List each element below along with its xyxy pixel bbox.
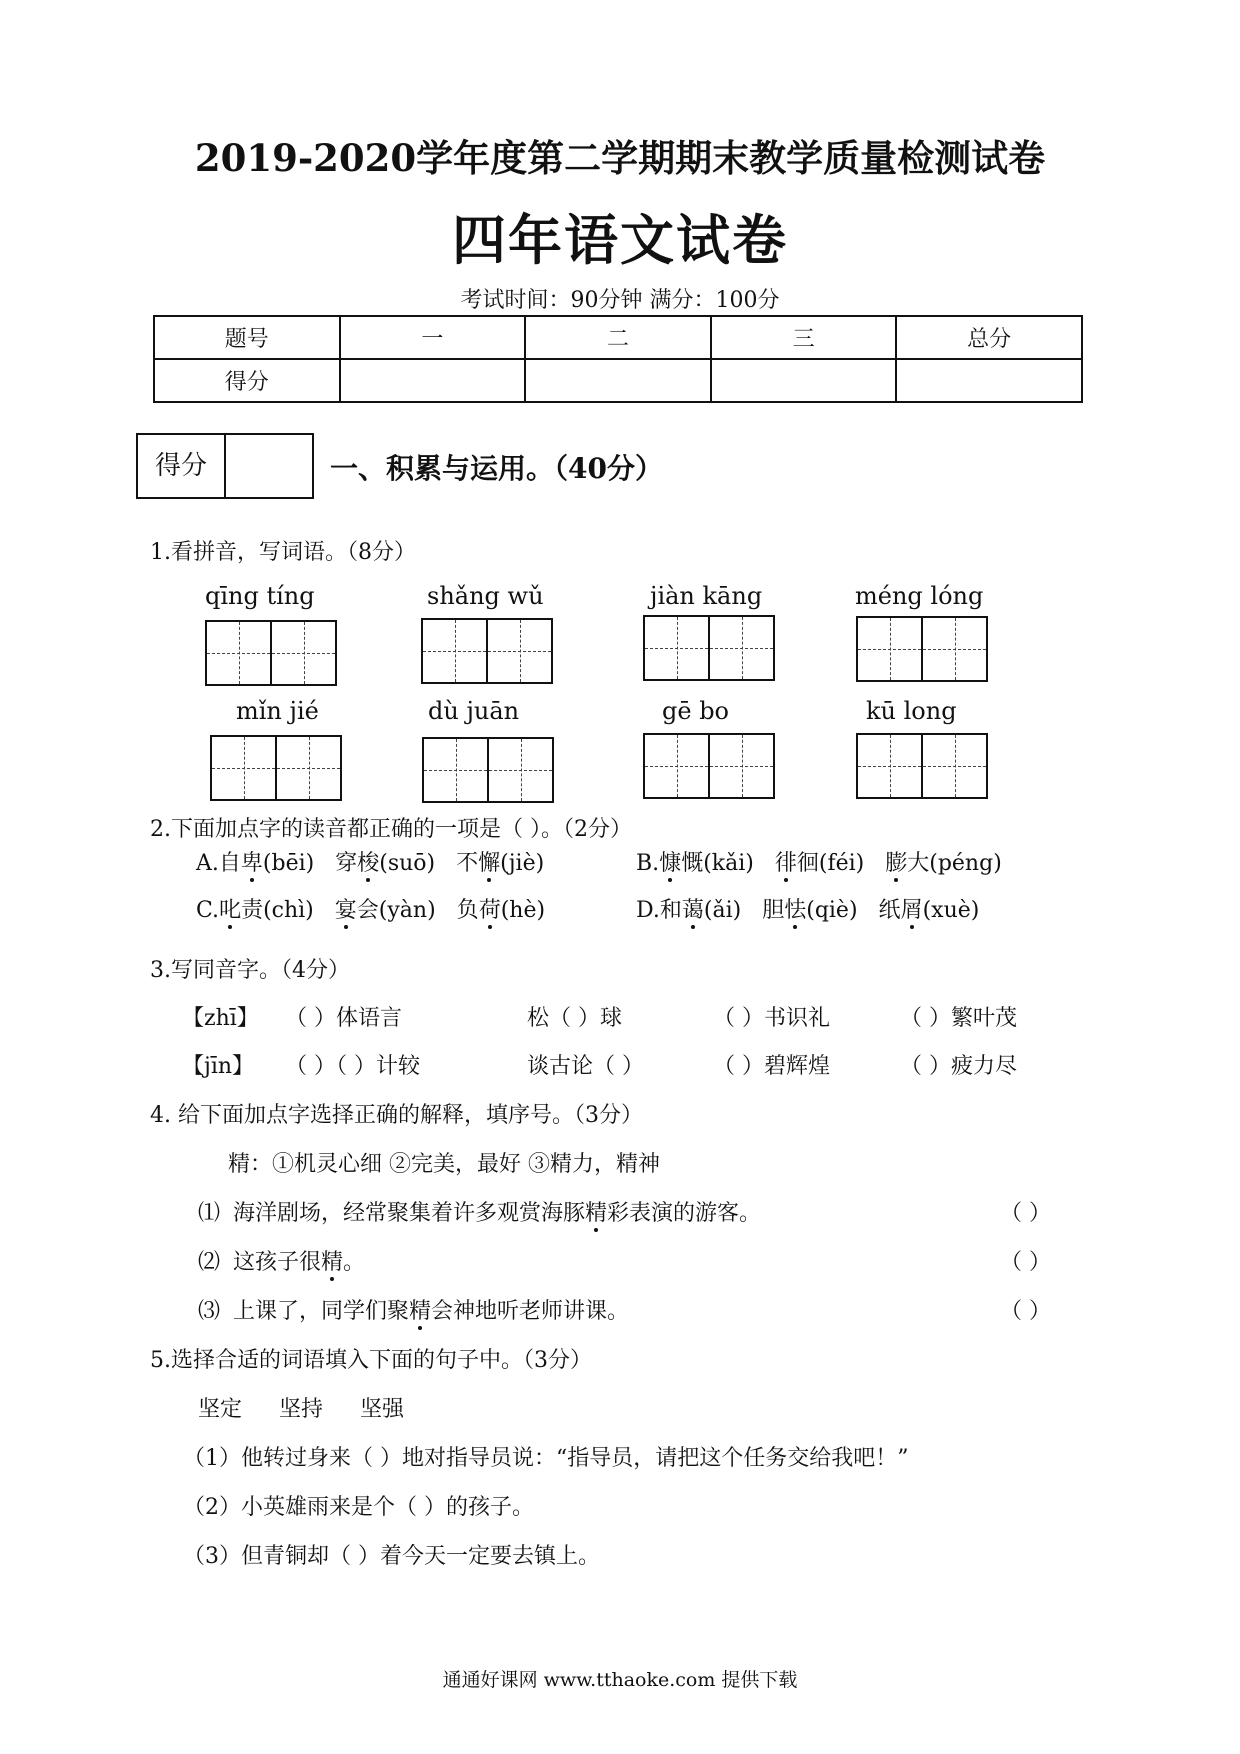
score-table-cell: 总分 — [896, 316, 1082, 359]
q4-item — [198, 1196, 761, 1227]
q5-word-bank — [198, 1392, 404, 1423]
q3-blank-item[interactable]: （ ）（ ）计较 — [285, 1054, 420, 1079]
tianzige-box[interactable] — [643, 615, 775, 681]
q2-option-a[interactable] — [196, 846, 544, 877]
option-text: 会(yàn) — [356, 898, 436, 923]
score-table-header-row — [154, 316, 1082, 359]
option-text: 纸 — [878, 898, 901, 923]
score-table-cell: 三 — [711, 316, 897, 359]
option-text: 徊(féi) — [796, 851, 865, 876]
option-text: 负 — [456, 898, 479, 923]
dotted-char: 懈 — [478, 851, 501, 876]
option-text: (bēi) — [262, 851, 315, 876]
q4-item — [198, 1294, 629, 1325]
q5-word: 坚强 — [360, 1397, 405, 1422]
pinyin-label: mǐn jié — [236, 697, 319, 725]
pinyin-label: qīng tíng — [205, 582, 315, 610]
q5-word: 坚定 — [198, 1397, 243, 1422]
q5-title: 5.选择合适的词语填入下面的句子中。（3分） — [150, 1348, 592, 1373]
q2-option-b[interactable] — [636, 846, 1002, 877]
option-text: 慨(kǎi) — [681, 851, 754, 876]
pinyin-label: dù juān — [428, 697, 520, 725]
option-text: 大(péng) — [907, 851, 1002, 876]
q4-item-text: 会神地听老师讲课。 — [431, 1299, 630, 1324]
exam-title: 2019-2020学年度第二学期期末教学质量检测试卷 — [194, 136, 1046, 180]
dotted-char: 精 — [409, 1299, 432, 1324]
tianzige-box[interactable] — [205, 620, 337, 686]
q5-item[interactable]: （2）小英雄雨来是个（ ）的孩子。 — [183, 1495, 534, 1520]
option-text: (ǎi) — [703, 898, 742, 923]
dotted-char: 宴 — [334, 898, 357, 923]
score-table-cell — [896, 359, 1082, 402]
score-table-score-row — [154, 359, 1082, 402]
tianzige-box[interactable] — [422, 737, 554, 803]
dotted-char: 精 — [321, 1250, 344, 1275]
pinyin-label: kū long — [866, 697, 957, 725]
q3-blank-item[interactable]: 松（ ）球 — [527, 1006, 622, 1031]
q3-blank-item[interactable]: （ ）书识礼 — [713, 1006, 830, 1031]
dotted-char: 慷 — [659, 851, 682, 876]
q4-title: 4. 给下面加点字选择正确的解释，填序号。（3分） — [150, 1103, 643, 1128]
q3-pinyin-zhi: 【zhī】 — [182, 1006, 259, 1031]
score-table-cell: 题号 — [154, 316, 340, 359]
tianzige-box[interactable] — [856, 733, 988, 799]
q3-blank-item[interactable]: 谈古论（ ） — [527, 1054, 644, 1079]
dotted-char: 叱 — [219, 898, 242, 923]
score-table — [153, 315, 1083, 403]
q2-title: 2.下面加点字的读音都正确的一项是（ ）。（2分） — [150, 817, 632, 842]
tianzige-box[interactable] — [210, 735, 342, 801]
exam-subtitle: 四年语文试卷 — [452, 208, 788, 272]
score-table-cell: 得分 — [154, 359, 340, 402]
q4-answer-paren[interactable]: （ ） — [1000, 1250, 1051, 1275]
q4-item-text: 这孩子很 — [233, 1250, 322, 1275]
q3-blank-item[interactable]: （ ）疲力尽 — [900, 1054, 1017, 1079]
option-text: (qiè) — [806, 898, 858, 923]
q4-answer-paren[interactable]: （ ） — [1000, 1201, 1051, 1226]
pinyin-label: jiàn kāng — [650, 582, 763, 610]
option-text: (xuè) — [922, 898, 980, 923]
q5-word: 坚持 — [279, 1397, 324, 1422]
q4-item — [198, 1245, 365, 1276]
option-text: 责(chì) — [241, 898, 314, 923]
dotted-char: 膨 — [885, 851, 908, 876]
dotted-char: 卑 — [240, 851, 263, 876]
option-text: (jiè) — [500, 851, 545, 876]
q3-blank-item[interactable]: （ ）繁叶茂 — [900, 1006, 1017, 1031]
option-text: C. — [196, 898, 220, 923]
dotted-char: 荷 — [478, 898, 501, 923]
option-text: A.自 — [196, 851, 241, 876]
exam-info: 考试时间：90分钟 满分：100分 — [460, 288, 780, 313]
option-text: 胆 — [762, 898, 785, 923]
q4-meaning: 精：①机灵心细 ②完美，最好 ③精力，精神 — [228, 1152, 660, 1177]
q4-answer-paren[interactable]: （ ） — [1000, 1299, 1051, 1324]
q4-item-number: ⑶ — [198, 1299, 221, 1324]
q4-item-text: 海洋剧场，经常聚集着许多观赏海豚 — [233, 1201, 586, 1226]
q5-item[interactable]: （1）他转过身来（ ）地对指导员说：“指导员，请把这个任务交给我吧！” — [183, 1446, 909, 1471]
pinyin-label: shǎng wǔ — [427, 582, 544, 610]
q2-option-d[interactable] — [636, 893, 979, 924]
tianzige-box[interactable] — [421, 618, 553, 684]
score-table-cell — [711, 359, 897, 402]
q3-pinyin-jin: 【jīn】 — [182, 1054, 255, 1079]
score-table-cell — [340, 359, 526, 402]
option-text: 穿 — [335, 851, 358, 876]
section1-score-label: 得分 — [138, 435, 226, 497]
q4-item-number: ⑵ — [198, 1250, 221, 1275]
tianzige-box[interactable] — [856, 616, 988, 682]
dotted-char: 屑 — [900, 898, 923, 923]
pinyin-label: méng lóng — [855, 582, 984, 610]
option-text: (hè) — [500, 898, 546, 923]
option-text: B. — [636, 851, 660, 876]
footer-credit: 通通好课网 www.tthaoke.com 提供下载 — [442, 1669, 798, 1691]
q4-item-text: 彩表演的游客。 — [607, 1201, 762, 1226]
q4-item-number: ⑴ — [198, 1201, 221, 1226]
q3-blank-item[interactable]: （ ）体语言 — [285, 1006, 402, 1031]
score-table-cell: 一 — [340, 316, 526, 359]
q3-blank-item[interactable]: （ ）碧辉煌 — [713, 1054, 830, 1079]
score-table-cell: 二 — [525, 316, 711, 359]
pinyin-label: gē bo — [662, 697, 730, 725]
dotted-char: 梭 — [357, 851, 380, 876]
q4-item-text: 上课了，同学们聚 — [233, 1299, 410, 1324]
dotted-char: 精 — [585, 1201, 608, 1226]
section1-title: 一、积累与运用。（40分） — [330, 452, 663, 485]
dotted-char: 怯 — [784, 898, 807, 923]
dotted-char: 蔼 — [681, 898, 704, 923]
option-text: D.和 — [636, 898, 682, 923]
option-text: (suō) — [379, 851, 436, 876]
tianzige-box[interactable] — [643, 733, 775, 799]
section1-score-box — [136, 433, 314, 499]
option-text: 不 — [456, 851, 479, 876]
q1-title: 1.看拼音，写词语。（8分） — [150, 540, 416, 565]
q2-option-c[interactable] — [196, 893, 545, 924]
q4-item-text: 。 — [343, 1250, 366, 1275]
dotted-char: 徘 — [774, 851, 797, 876]
q5-item[interactable]: （3）但青铜却（ ）着今天一定要去镇上。 — [183, 1544, 600, 1569]
score-table-cell — [525, 359, 711, 402]
q3-title: 3.写同音字。（4分） — [150, 958, 350, 983]
